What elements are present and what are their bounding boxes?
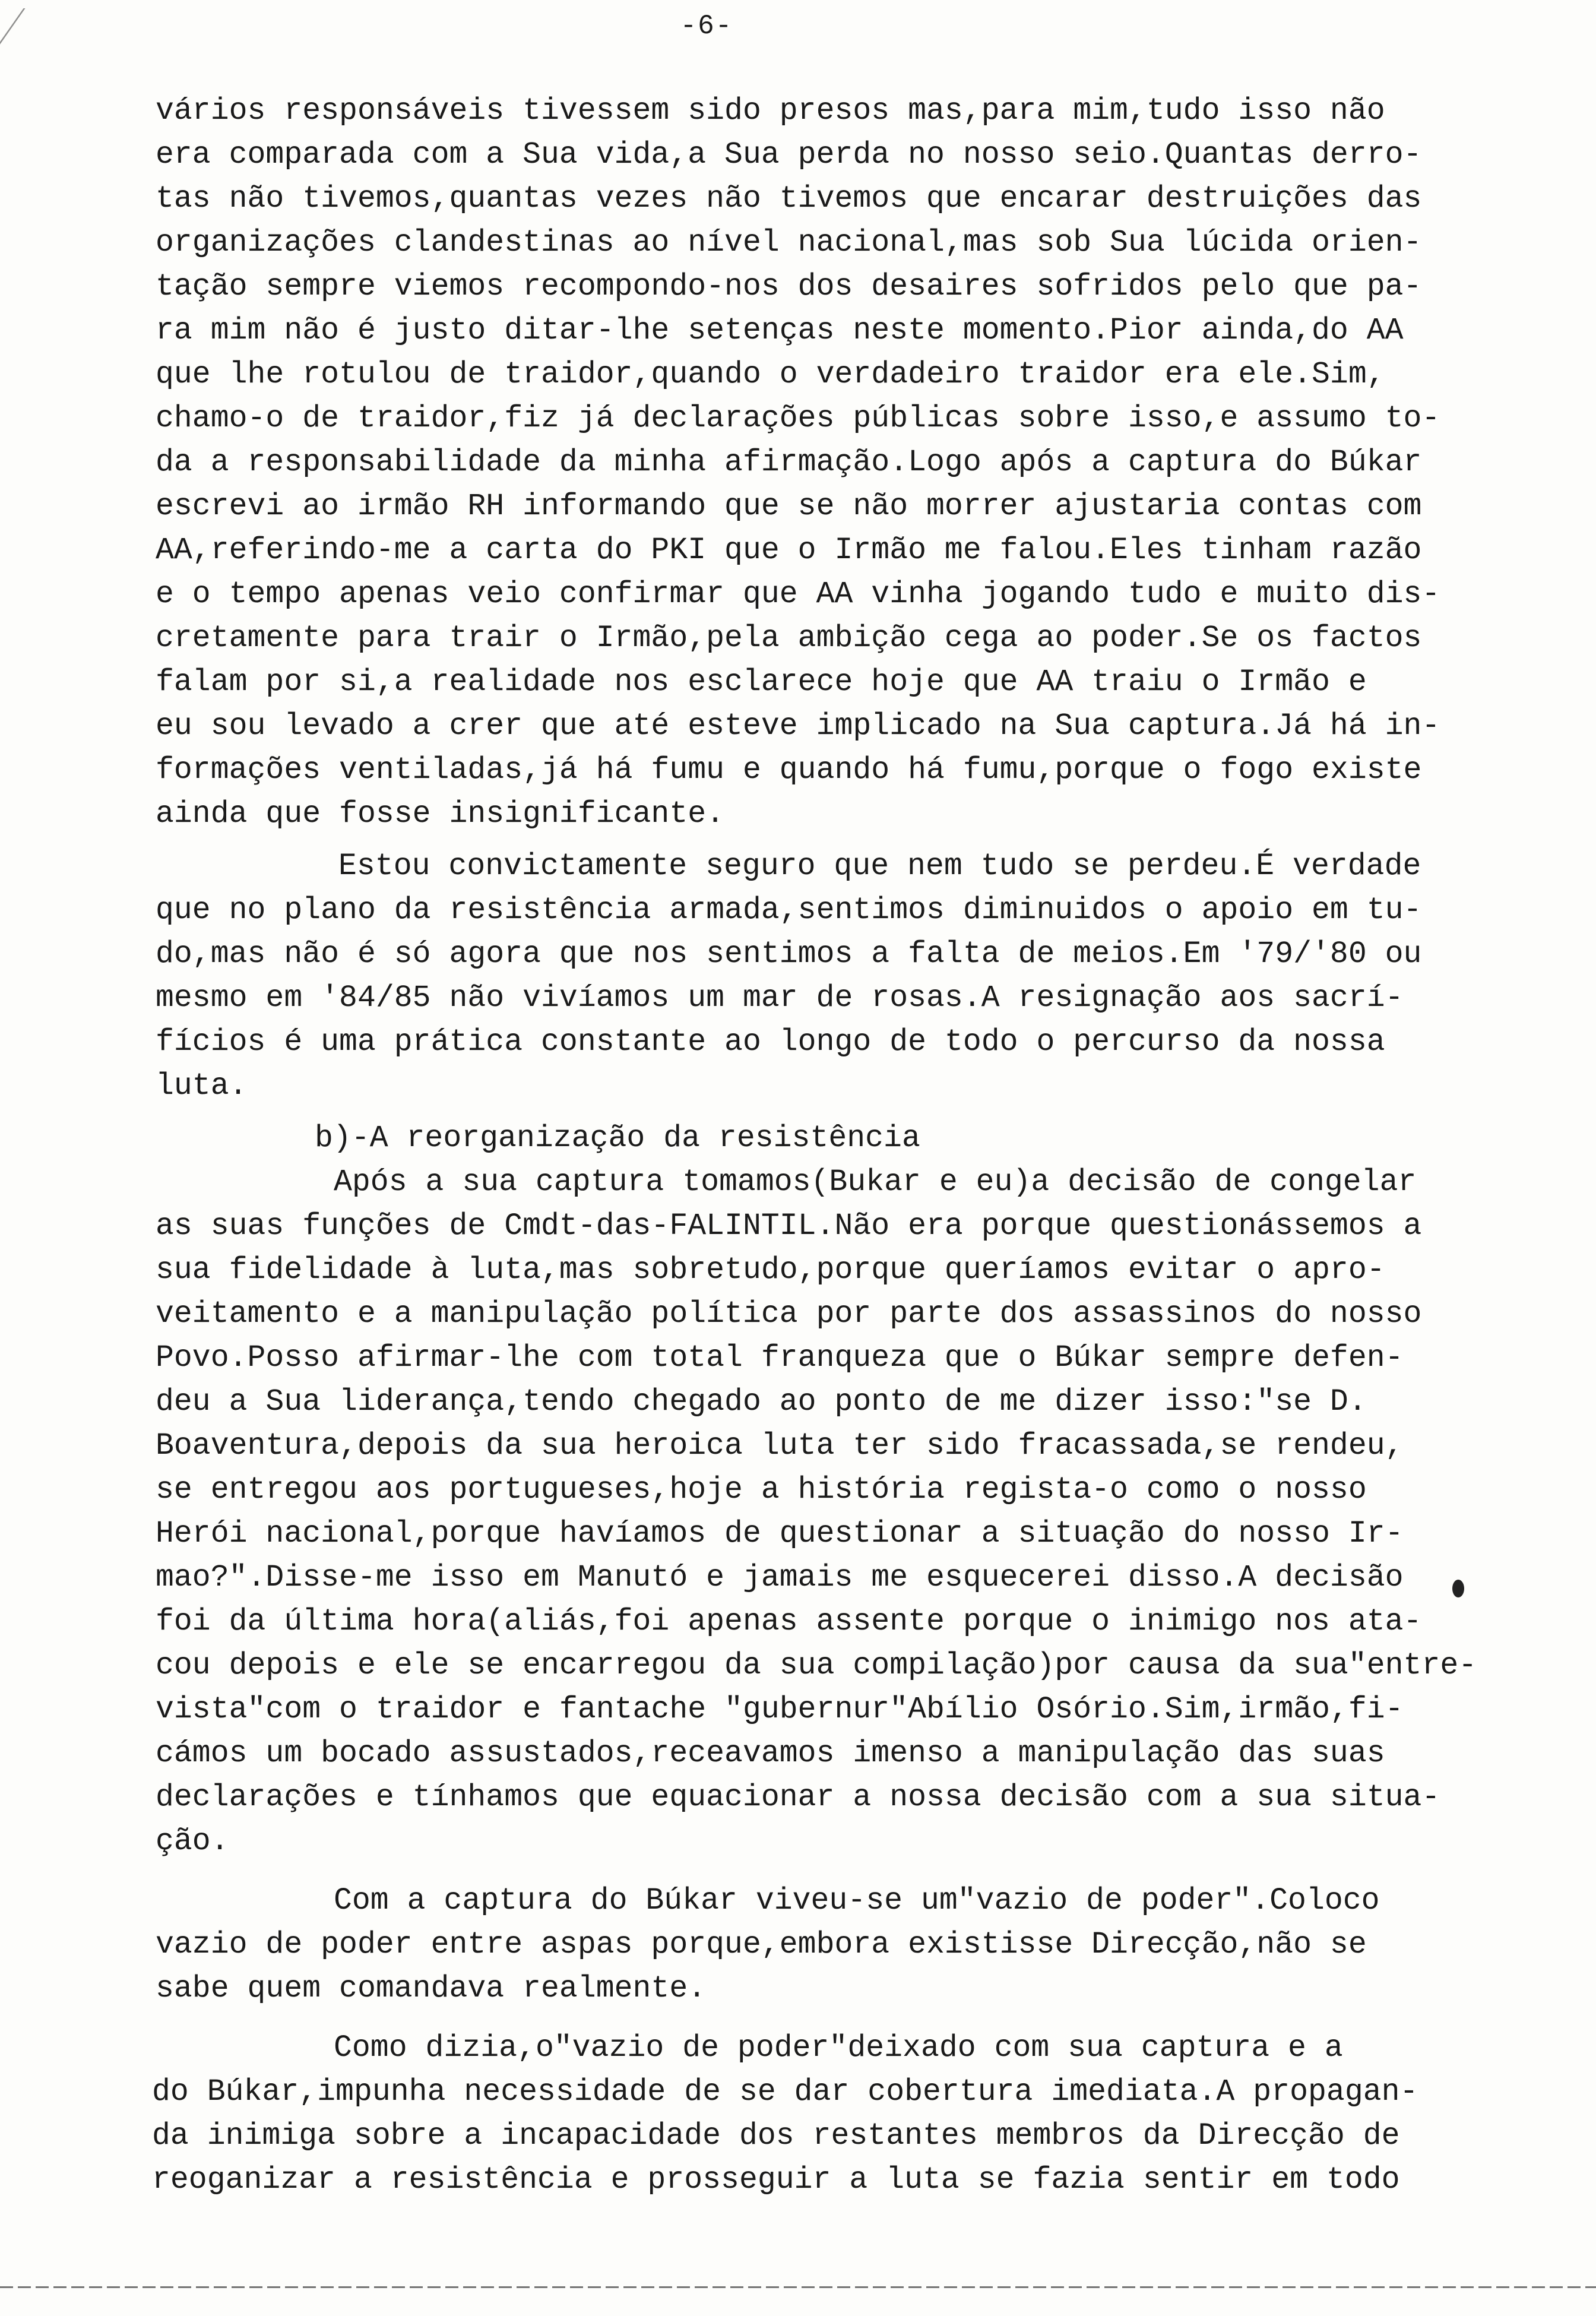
text-line: cou depois e ele se encarregou da sua compilação)por causa da sua"entre- bbox=[156, 1649, 1477, 1683]
paragraph-convicto bbox=[156, 844, 1450, 1108]
text-line: tação sempre viemos recompondo-nos dos desaires sofridos pelo que pa- bbox=[156, 270, 1422, 304]
text-line: AA,referindo-me a carta do PKI que o Irmão me falou.Eles tinham razão bbox=[156, 533, 1422, 568]
paragraph-apos bbox=[156, 1160, 1477, 1863]
text-line: cámos um bocado assustados,receavamos imenso a manipulação das suas bbox=[156, 1736, 1385, 1771]
paragraph-continuation bbox=[156, 89, 1450, 836]
scan-bottom-edge bbox=[0, 2286, 1596, 2288]
text-line: e o tempo apenas veio confirmar que AA vinha jogando tudo e muito dis- bbox=[156, 577, 1440, 612]
text-line: ainda que fosse insignificante. bbox=[156, 797, 725, 831]
text-line: organizações clandestinas ao nível nacional,mas sob Sua lúcida orien- bbox=[156, 226, 1422, 260]
text-line: que lhe rotulou de traidor,quando o verdadeiro traidor era ele.Sim, bbox=[156, 357, 1385, 392]
text-line: era comparada com a Sua vida,a Sua perda no nosso seio.Quantas derro- bbox=[156, 138, 1422, 172]
text-line: da inimiga sobre a incapacidade dos restantes membros da Direcção de bbox=[152, 2119, 1400, 2153]
margin-ink-mark bbox=[1452, 1580, 1464, 1597]
text-line: declarações e tínhamos que equacionar a nossa decisão com a sua situa- bbox=[156, 1780, 1440, 1815]
scan-edge-mark bbox=[0, 8, 67, 62]
text-line: falam por si,a realidade nos esclarece hoje que AA traiu o Irmão e bbox=[156, 665, 1367, 700]
text-line: ção. bbox=[156, 1824, 229, 1859]
text-line: reoganizar a resistência e prosseguir a luta se fazia sentir em todo bbox=[152, 2163, 1400, 2197]
text-line: luta. bbox=[156, 1069, 248, 1103]
text-line: fícios é uma prática constante ao longo de todo o percurso da nossa bbox=[156, 1025, 1385, 1059]
text-line: se entregou aos portugueses,hoje a história regista-o como o nosso bbox=[156, 1473, 1367, 1507]
section-heading: b)-A reorganização da resistência bbox=[315, 1121, 920, 1156]
text-line: ra mim não é justo ditar-lhe setenças neste momento.Pior ainda,do AA bbox=[156, 314, 1404, 348]
paragraph-com-captura bbox=[156, 1879, 1450, 2011]
text-line: Boaventura,depois da sua heroica luta ter sido fracassada,se rendeu, bbox=[156, 1429, 1404, 1463]
text-line: tas não tivemos,quantas vezes não tivemos que encarar destruições das bbox=[156, 182, 1422, 216]
text-line: chamo-o de traidor,fiz já declarações públicas sobre isso,e assumo to- bbox=[156, 401, 1440, 436]
text-line: veitamento e a manipulação política por parte dos assassinos do nosso bbox=[156, 1297, 1422, 1331]
text-line: Herói nacional,porque havíamos de questionar a situação do nosso Ir- bbox=[156, 1517, 1404, 1551]
text-line: deu a Sua liderança,tendo chegado ao ponto de me dizer isso:"se D. bbox=[156, 1385, 1367, 1419]
text-line: Estou convictamente seguro que nem tudo se perdeu.É verdade bbox=[338, 849, 1421, 884]
text-line: do Búkar,impunha necessidade de se dar cobertura imediata.A propagan- bbox=[152, 2075, 1418, 2109]
text-line: formações ventiladas,já há fumu e quando há fumu,porque o fogo existe bbox=[156, 753, 1422, 787]
text-line: eu sou levado a crer que até esteve implicado na Sua captura.Já há in- bbox=[156, 709, 1440, 743]
section-heading-b bbox=[156, 1116, 1450, 1160]
text-line: do,mas não é só agora que nos sentimos a falta de meios.Em '79/'80 ou bbox=[156, 937, 1422, 972]
page-number: -6- bbox=[680, 11, 733, 42]
text-line: vários responsáveis tivessem sido presos mas,para mim,tudo isso não bbox=[156, 94, 1385, 128]
paragraph-como-dizia bbox=[152, 2026, 1450, 2202]
text-line: que no plano da resistência armada,sentimos diminuidos o apoio em tu- bbox=[156, 893, 1422, 928]
text-line: vista"com o traidor e fantache "gubernur"Abílio Osório.Sim,irmão,fi- bbox=[156, 1692, 1404, 1727]
text-line: mao?".Disse-me isso em Manutó e jamais me esquecerei disso.A decisão bbox=[156, 1561, 1404, 1595]
text-line: Com a captura do Búkar viveu-se um"vazio de poder".Coloco bbox=[334, 1884, 1380, 1918]
text-line: Após a sua captura tomamos(Bukar e eu)a decisão de congelar bbox=[334, 1165, 1417, 1200]
text-line: sabe quem comandava realmente. bbox=[156, 1972, 707, 2006]
text-line: as suas funções de Cmdt-das-FALINTIL.Não era porque questionássemos a bbox=[156, 1209, 1422, 1244]
document-body bbox=[152, 89, 1477, 2202]
text-line: Povo.Posso afirmar-lhe com total franqueza que o Búkar sempre defen- bbox=[156, 1341, 1404, 1375]
text-line: mesmo em '84/85 não vivíamos um mar de rosas.A resignação aos sacrí- bbox=[156, 981, 1404, 1015]
text-line: Como dizia,o"vazio de poder"deixado com sua captura e a bbox=[334, 2031, 1343, 2065]
text-line: foi da última hora(aliás,foi apenas assente porque o inimigo nos ata- bbox=[156, 1605, 1422, 1639]
text-line: da a responsabilidade da minha afirmação.Logo após a captura do Búkar bbox=[156, 445, 1422, 480]
text-line: escrevi ao irmão RH informando que se não morrer ajustaria contas com bbox=[156, 489, 1422, 524]
text-line: vazio de poder entre aspas porque,embora existisse Direcção,não se bbox=[156, 1928, 1367, 1962]
text-line: sua fidelidade à luta,mas sobretudo,porque queríamos evitar o apro- bbox=[156, 1253, 1385, 1287]
text-line: cretamente para trair o Irmão,pela ambição cega ao poder.Se os factos bbox=[156, 621, 1422, 656]
